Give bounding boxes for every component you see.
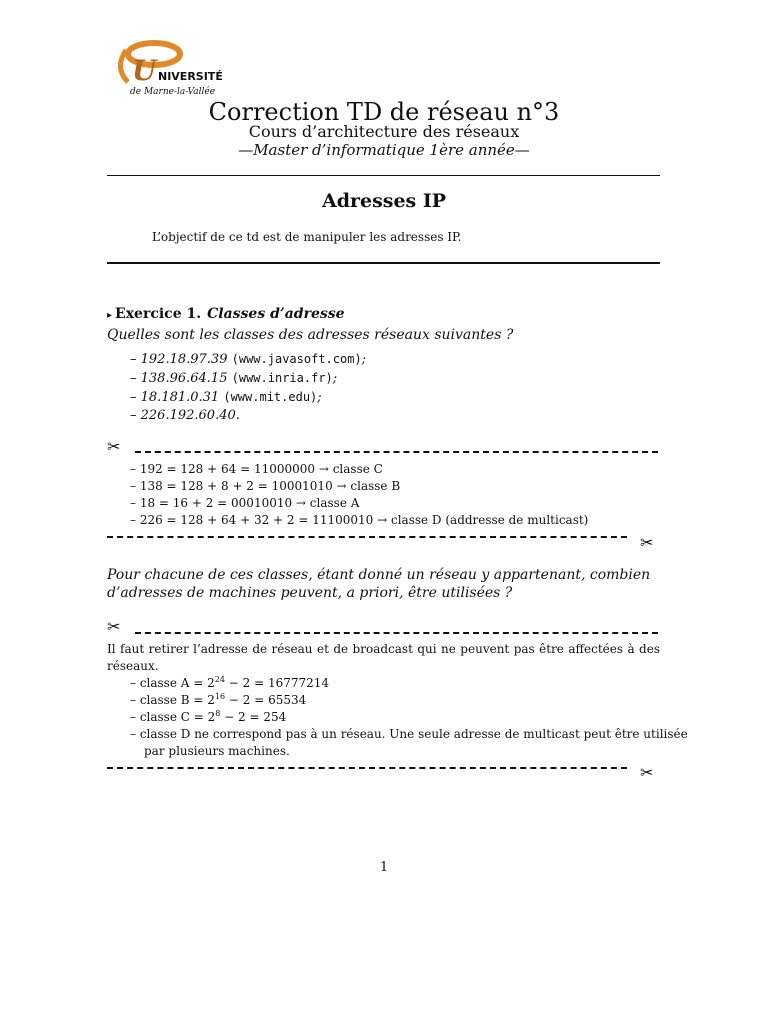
page-title: Correction TD de réseau n°3 xyxy=(208,98,560,126)
divider-top xyxy=(107,175,660,176)
answer-list-1 xyxy=(130,461,588,529)
list-item: – classe $B = 2^{16} - 2 = 65534$ xyxy=(130,692,307,707)
address-list xyxy=(130,350,366,425)
cut-line-bottom xyxy=(107,536,627,538)
list-item-continuation: par plusieurs machines. xyxy=(144,744,290,758)
course-subtitle: Cours d’architecture des réseaux xyxy=(248,122,520,141)
triangle-marker-icon: ▸ xyxy=(107,310,113,321)
list-item: – 226.192.60.40. xyxy=(130,408,240,423)
list-item: – classe $A = 2^{24} - 2 = 16777214$ xyxy=(130,675,330,690)
list-item: – 226 = 128 + 64 + 32 + 2 = 11100010 → classe D (addresse de multicast) xyxy=(130,513,589,527)
scissors-icon: ✂ xyxy=(107,617,121,636)
scissors-icon: ✂ xyxy=(640,533,654,552)
question-1: Quelles sont les classes des adresses réseaux suivantes ? xyxy=(107,327,514,343)
list-item: – 192.18.97.39 (www.javasoft.com); xyxy=(130,352,367,367)
section-title: Adresses IP xyxy=(321,190,447,212)
exercise-title: Classes d’adresse xyxy=(207,306,345,322)
divider-thick xyxy=(107,262,660,264)
scissors-icon: ✂ xyxy=(107,437,121,456)
list-item: – 18.181.0.31 (www.mit.edu); xyxy=(130,390,322,405)
list-item: – 192 = 128 + 64 = 11000000 → classe C xyxy=(130,462,383,476)
list-item: – classe D ne correspond pas à un réseau. Une seule adresse de multicast peut être utilisée xyxy=(130,727,688,741)
answer-list-2 xyxy=(130,675,688,760)
answer-2-intro: Il faut retirer l’adresse de réseau et de broadcast qui ne peuvent pas être affectées à des réseaux. xyxy=(107,642,660,673)
question-2: Pour chacune de ces classes, étant donné un réseau y appartenant, combien d’adresses de machines peuvent, a priori, être utilisées ? xyxy=(107,567,651,601)
page-number: 1 xyxy=(379,860,389,875)
scissors-icon: ✂ xyxy=(640,763,654,782)
list-item: – 138 = 128 + 8 + 2 = 10001010 → classe B xyxy=(130,479,401,493)
logo-text-2: de Marne-la-Vallée xyxy=(130,87,216,97)
cut-line-bottom xyxy=(107,767,627,769)
list-item: – 138.96.64.15 (www.inria.fr); xyxy=(130,371,338,386)
exercise-heading xyxy=(107,306,345,322)
university-logo xyxy=(106,38,256,100)
program-line: —Master d’informatique 1ère année— xyxy=(238,141,530,159)
cut-line-top xyxy=(135,632,658,634)
list-item: – 18 = 16 + 2 = 00010010 → classe A xyxy=(130,496,360,510)
exercise-label: Exercice 1. xyxy=(115,306,202,322)
objective-text: L’objectif de ce td est de manipuler les adresses IP. xyxy=(152,230,462,244)
cut-line-top xyxy=(135,451,658,453)
logo-text-1: NIVERSITÉ xyxy=(158,70,223,83)
list-item: – classe $C = 2^8 - 2 = 254$ xyxy=(130,709,287,724)
logo-graphic xyxy=(106,38,256,100)
svg-text:U: U xyxy=(132,54,157,87)
